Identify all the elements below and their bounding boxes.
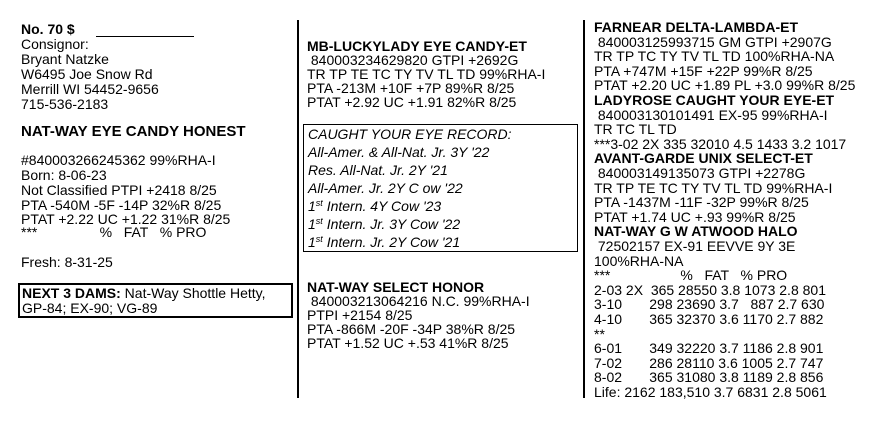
mgs-pta: PTA -866M -20F -34P 38%R 8/25 — [307, 321, 516, 337]
pedigree-line: 8-02 365 31080 3.8 1189 2.8 856 — [594, 369, 824, 386]
sire-name: MB-LUCKYLADY EYE CANDY-ET — [307, 38, 527, 54]
record-line — [308, 181, 463, 196]
record-line-ordinal: 1 — [308, 234, 316, 250]
pedigree-line: PTA -1437M -11F -32P 99%R 8/25 — [594, 194, 809, 211]
pedigree-line: PTAT +1.74 UC +.93 99%R 8/25 — [594, 208, 796, 225]
price-blank-line — [96, 36, 194, 37]
record-line — [308, 199, 441, 214]
pedigree-line: TR TP TE TC TY TV TL TD 99%RHA-I — [594, 179, 833, 196]
pedigree-line: 840003130101491 EX-95 99%RHA-I — [594, 106, 828, 123]
record-box-title: CAUGHT YOUR EYE RECORD: — [308, 126, 512, 142]
record-line-ordinal-suffix: st — [315, 198, 323, 208]
next-dams-line-1 — [22, 286, 266, 301]
record-line-text: All-Amer. Jr. 2Y C ow '22 — [308, 180, 463, 196]
record-line — [308, 145, 489, 160]
consignor-address-2: Merrill WI 54452-9656 — [21, 81, 159, 97]
pedigree-line: Life: 2162 183,510 3.7 6831 2.8 5061 — [594, 384, 827, 400]
mgs-ptat: PTAT +1.52 UC +.53 41%R 8/25 — [307, 335, 509, 351]
record-line-text: Intern. 4Y Cow '23 — [322, 198, 442, 214]
animal-born-date: Born: 8-06-23 — [21, 167, 107, 183]
next-dams-label: NEXT 3 DAMS: — [22, 285, 121, 301]
pedigree-line: 840003149135073 GTPI +2278G — [594, 165, 806, 181]
sire-pta: PTA -213M +10F +7P 89%R 8/25 — [307, 80, 515, 96]
pedigree-line: PTA +747M +15F +22P 99%R 8/25 — [594, 62, 813, 79]
mgs-registration: 840003213064216 N.C. 99%RHA-I — [307, 293, 530, 309]
record-line-text: Intern. Jr. 2Y Cow '21 — [322, 234, 461, 250]
record-header: *** % FAT % PRO — [21, 224, 207, 240]
record-line-text: Intern. Jr. 3Y Cow '22 — [322, 216, 461, 232]
animal-classification: Not Classified PTPI +2418 8/25 — [21, 182, 217, 198]
column-divider-right — [583, 20, 585, 398]
pedigree-line: ***3-02 2X 335 32010 4.5 1433 3.2 1017 — [594, 135, 847, 152]
pedigree-line: TR TP TC TY TV TL TD 100%RHA-NA — [594, 48, 835, 65]
pedigree-animal-name: NAT-WAY G W ATWOOD HALO — [594, 223, 798, 240]
animal-pta: PTA -540M -5F -14P 32%R 8/25 — [21, 197, 222, 213]
animal-name: NAT-WAY EYE CANDY HONEST — [21, 123, 246, 140]
pedigree-line: 6-01 349 32220 3.7 1186 2.8 901 — [594, 340, 824, 357]
pedigree-animal-name: FARNEAR DELTA-LAMBDA-ET — [594, 19, 799, 35]
record-line-ordinal: 1 — [308, 198, 316, 214]
record-line — [308, 163, 448, 178]
consignor-label: Consignor: — [21, 36, 89, 52]
pedigree-line: ** — [594, 325, 605, 342]
column-divider-left — [297, 20, 299, 398]
pedigree-line: PTAT +2.20 UC +1.89 PL +3.0 99%R 8/25 — [594, 77, 856, 94]
pedigree-animal-name: AVANT-GARDE UNIX SELECT-ET — [594, 150, 813, 167]
record-line-ordinal: 1 — [308, 216, 316, 232]
animal-registration: #840003266245362 99%RHA-I — [21, 152, 216, 168]
pedigree-line: 840003125993715 GM GTPI +2907G — [594, 33, 832, 50]
lot-number-label: No. 70 $ — [21, 21, 75, 37]
record-line-ordinal-suffix: st — [315, 234, 323, 244]
animal-ptat: PTAT +2.22 UC +1.22 31%R 8/25 — [21, 211, 231, 227]
pedigree-line: 4-10 365 32370 3.6 1170 2.7 882 — [594, 311, 824, 327]
sire-registration: 840003234629820 GTPI +2692G — [307, 52, 519, 68]
record-line-text: Res. All-Nat. Jr. 2Y '21 — [308, 162, 448, 178]
pedigree-line: 7-02 286 28110 3.6 1005 2.7 747 — [594, 354, 824, 371]
consignor-phone: 715-536-2183 — [21, 96, 109, 112]
record-line-ordinal-suffix: st — [315, 216, 323, 226]
next-dams-text-2: GP-84; EX-90; VG-89 — [22, 300, 158, 316]
sire-tests: TR TP TE TC TY TV TL TD 99%RHA-I — [307, 66, 546, 82]
pedigree-line: 2-03 2X 365 28550 3.8 1073 2.8 801 — [594, 281, 826, 298]
pedigree-line: TR TC TL TD — [594, 121, 677, 138]
mgs-ptpi: PTPI +2154 8/25 — [307, 307, 413, 323]
pedigree-line: 100%RHA-NA — [594, 252, 684, 269]
pedigree-line: 3-10 298 23690 3.7 887 2.7 630 — [594, 296, 825, 313]
fresh-date: Fresh: 8-31-25 — [21, 254, 113, 270]
pedigree-line: 72502157 EX-91 EEVVE 9Y 3E — [594, 238, 796, 254]
mgs-name: NAT-WAY SELECT HONOR — [307, 279, 485, 295]
consignor-name: Bryant Natzke — [21, 51, 109, 67]
record-line — [308, 235, 460, 250]
record-line-text: All-Amer. & All-Nat. Jr. 3Y '22 — [308, 144, 490, 160]
consignor-address-1: W6495 Joe Snow Rd — [21, 66, 153, 82]
pedigree-line: *** % FAT % PRO — [594, 267, 788, 284]
record-line — [308, 217, 460, 232]
next-dams-text-1: Nat-Way Shottle Hetty, — [120, 285, 266, 301]
pedigree-animal-name: LADYROSE CAUGHT YOUR EYE-ET — [594, 92, 835, 108]
sire-ptat: PTAT +2.92 UC +1.91 82%R 8/25 — [307, 94, 517, 110]
